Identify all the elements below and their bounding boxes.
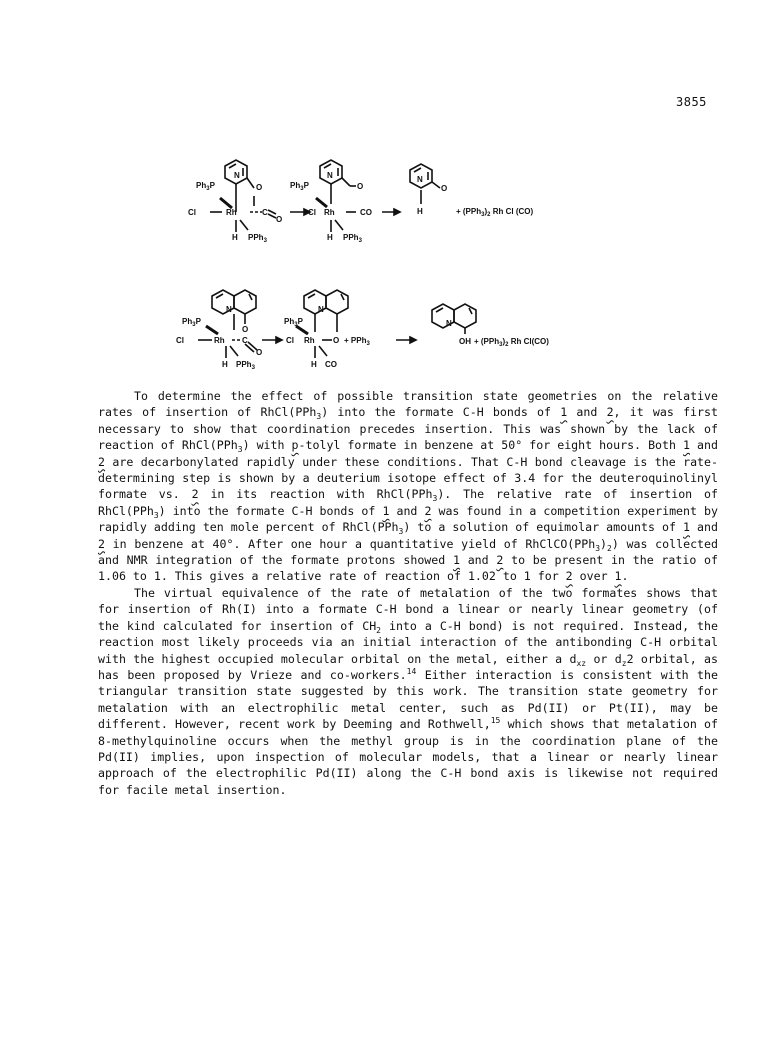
scheme1-h-2: H [327, 233, 333, 242]
scheme1-n-1: N [234, 171, 240, 180]
scheme1-ph3p-2: $Ph_3P$ [290, 181, 309, 192]
scheme1-c-1: C [262, 208, 268, 217]
scheme1-cl-2: Cl [308, 208, 316, 217]
scheme2-o-2: O [256, 348, 263, 357]
scheme2-ph3p-2: $Ph_3P$ [284, 317, 303, 328]
scheme1-o-1: O [256, 183, 263, 192]
scheme2-h-1: H [222, 360, 228, 369]
scheme1-pph3-1: PPh$_3$ [248, 233, 267, 244]
scheme2-pph3-1: PPh$_3$ [236, 360, 255, 371]
reaction-scheme [0, 0, 768, 380]
scheme1-n-3: N [417, 175, 423, 184]
paragraph-2: The virtual equivalence of the rate of metalation of the two formates shows that for insertion of Rh(I) into a formate C-H bond a linear or nearly linear geometry (of the kind calculated for insertion of $CH_2$ into a C-H bond) is not required. Instead, the reaction most likely proceeds via an initial interaction of the antibonding C-H orbital with the highest occupied molecular orbital on the metal, either a $d_{xz}$ or $d_z2$ orbital, as has been proposed by Vrieze and co-workers.$^{14}$ Either interaction is consistent with the triangular transition state suggested by this work. The transition state geometry for metalation with an electrophilic metal center, such as Pd(II) or Pt(II), may be different. However, recent work by Deeming and Rothwell,$^{15}$ which shows that metalation of 8-methylquinoline occurs when the methyl group is in the coordination plane of the Pd(II) implies, upon inspection of molecular models, that a linear or nearly linear approach of the electrophilic Pd(II) along the C-H bond axis is likewise not required for facile metal insertion. [98, 585, 718, 797]
scheme2-rh-2: Rh [304, 336, 315, 345]
scheme1-rh-2: Rh [324, 208, 335, 217]
scheme1-ph3p-1: $Ph_3P$ [196, 181, 215, 192]
scheme2-co-1: CO [325, 360, 337, 369]
scheme2-o-1: O [242, 325, 249, 334]
scheme2-rh-1: Rh [214, 336, 225, 345]
scheme2-ph3p-1: $Ph_3P$ [182, 317, 201, 328]
scheme1-h-3: H [417, 207, 423, 216]
scheme2-n-3: N [446, 319, 452, 328]
scheme1-cl-1: Cl [188, 208, 196, 217]
scheme2-h-2: H [311, 360, 317, 369]
scheme2-o-3: O [333, 336, 340, 345]
scheme1-n-2: N [327, 171, 333, 180]
body-text [98, 388, 718, 798]
scheme1-rh-1: Rh [226, 208, 237, 217]
scheme2-pph3-plus: + PPh$_3$ [344, 336, 370, 347]
scheme1-co-1: CO [360, 208, 372, 217]
scheme1-h-1: H [232, 233, 238, 242]
scheme1-o-3: O [357, 182, 364, 191]
scheme2-product: + $(PPh_3)_2$ Rh Cl(CO) [474, 337, 549, 348]
scheme1-product: + $(PPh_3)_2$ Rh Cl (CO) [456, 207, 534, 218]
scheme-1-drawing [198, 160, 476, 358]
scheme2-cl-1: Cl [176, 336, 184, 345]
scheme2-n-2: N [318, 305, 324, 314]
scheme1-o-4: O [441, 184, 448, 193]
scheme2-cl-2: Cl [286, 336, 294, 345]
page-number: 3855 [676, 95, 707, 109]
scheme2-c-1: C [242, 336, 248, 345]
scheme2-oh: OH [459, 337, 471, 346]
scheme1-o-2: O [276, 215, 283, 224]
scheme2-n-1: N [226, 305, 232, 314]
scheme1-pph3-2: PPh$_3$ [343, 233, 362, 244]
paragraph-1: To determine the effect of possible transition state geometries on the relative rates of insertion of RhCl(PPh$_3$) into the formate C-H bonds of 1 and 2, it was first necessary to show that coordination precedes insertion. This was shown by the lack of reaction of RhCl(PPh$_3$) with p-tolyl formate in benzene at 50° for eight hours. Both 1 and 2 are decarbonylated rapidly under these conditions. That C-H bond cleavage is the rate-determining step is shown by a deuterium isotope effect of 3.4 for the deuteroquinolinyl formate vs. 2 in its reaction with RhCl(PPh$_3$). The relative rate of insertion of RhCl(PPh$_3$) into the formate C-H bonds of 1 and 2 was found in a competition experiment by rapidly adding ten mole percent of RhCl(PPh$_3$) to a solution of equimolar amounts of 1 and 2 in benzene at 40°. After one hour a quantitative yield of $RhClCO(PPh_3)_2$) was collected and NMR integration of the formate protons showed 1 and 2 to be present in the ratio of 1.06 to 1. This gives a relative rate of reaction of 1.02 to 1 for 2 over 1. [98, 389, 719, 584]
